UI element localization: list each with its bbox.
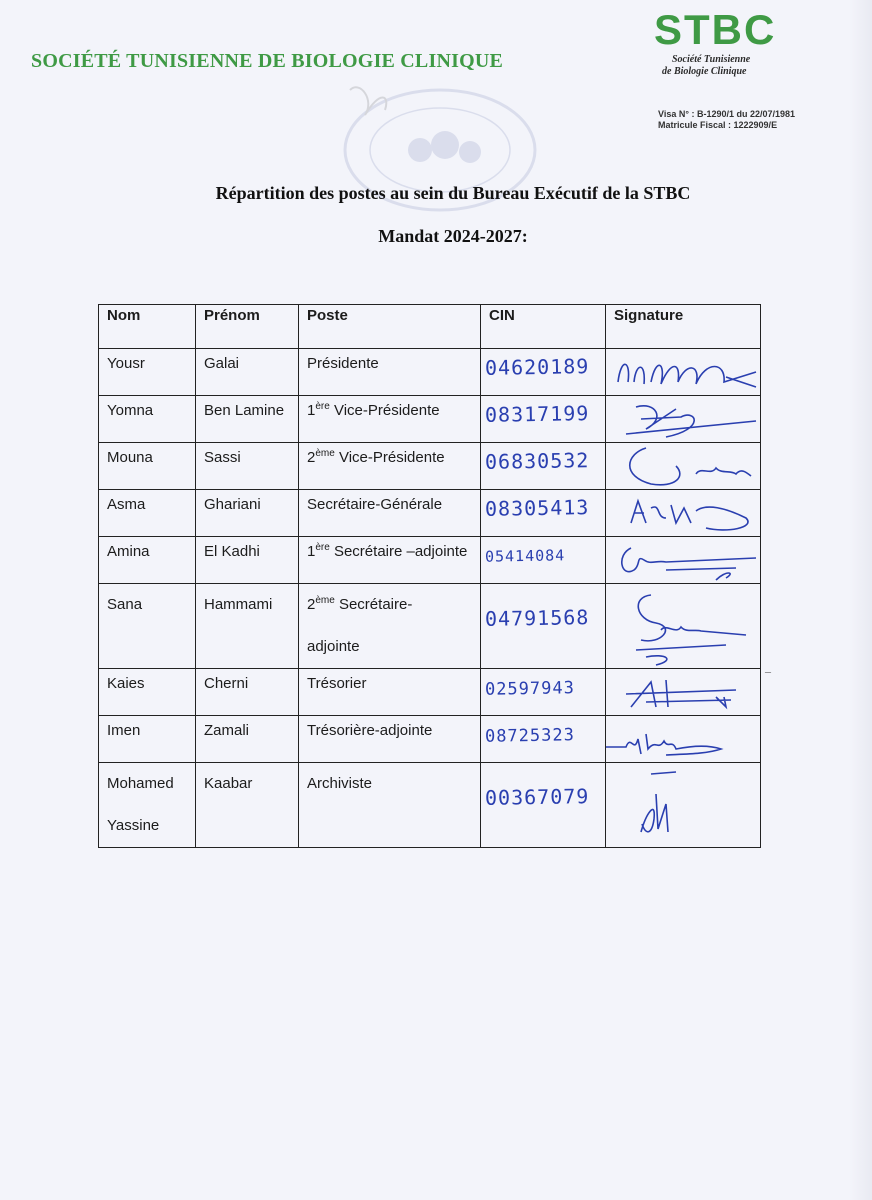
prenom-cell: Galai: [196, 349, 299, 396]
signature-mark: [606, 669, 761, 715]
nom-cell: Sana: [99, 584, 196, 669]
visa-number: Visa N° : B-1290/1 du 22/07/1981: [658, 109, 796, 119]
document-title: Répartition des postes au sein du Bureau Exécutif de la STBC: [215, 183, 691, 203]
cin-handwritten: 02597943: [484, 678, 576, 700]
signature-cell: [606, 537, 761, 584]
col-header-poste: Poste: [299, 305, 481, 349]
signature-cell: [606, 443, 761, 490]
table-row: [99, 584, 761, 669]
signature-cell: [606, 349, 761, 396]
col-header-cin: CIN: [481, 305, 606, 349]
cin-cell: [481, 669, 606, 716]
poste-cell: 1ère Secrétaire –adjointe: [299, 537, 481, 584]
cin-cell: [481, 349, 606, 396]
table-header-row: [99, 305, 761, 349]
stbc-logo: [648, 8, 798, 78]
nom-cell: Mohamed Yassine: [99, 763, 196, 848]
table-row: [99, 716, 761, 763]
signature-cell: [606, 396, 761, 443]
cin-handwritten: 08725323: [484, 725, 576, 747]
prenom-cell: Kaabar: [196, 763, 299, 848]
signature-cell: [606, 763, 761, 848]
prenom-cell: El Kadhi: [196, 537, 299, 584]
prenom-cell: Sassi: [196, 443, 299, 490]
prenom-cell: Cherni: [196, 669, 299, 716]
signature-mark: [606, 443, 761, 489]
poste-cell: 2ème Secrétaire- adjointe: [299, 584, 481, 669]
nom-cell: Yomna: [99, 396, 196, 443]
signature-mark: [606, 490, 761, 536]
cin-handwritten: 06830532: [484, 448, 590, 474]
col-header-nom: Nom: [99, 305, 196, 349]
poste-cell: Présidente: [299, 349, 481, 396]
table-row: [99, 443, 761, 490]
nom-cell: Kaies: [99, 669, 196, 716]
signature-mark: [606, 584, 761, 668]
table-row: [99, 396, 761, 443]
poste-cell: Trésorier: [299, 669, 481, 716]
nom-cell: Asma: [99, 490, 196, 537]
signature-cell: [606, 716, 761, 763]
nom-cell: Amina: [99, 537, 196, 584]
signature-mark: [606, 716, 761, 762]
prenom-cell: Hammami: [196, 584, 299, 669]
signature-cell: [606, 669, 761, 716]
signature-cell: [606, 490, 761, 537]
table-row: [99, 763, 761, 848]
cin-handwritten: 00367079: [484, 784, 590, 810]
table-row: [99, 349, 761, 396]
signature-mark: [606, 349, 761, 395]
table-row: [99, 669, 761, 716]
logo-tagline-1: Société Tunisienne: [672, 54, 751, 65]
nom-cell: Yousr: [99, 349, 196, 396]
cin-cell: [481, 443, 606, 490]
executive-board-table: [98, 304, 761, 848]
cin-handwritten: 08305413: [484, 495, 590, 521]
cin-cell: [481, 716, 606, 763]
cin-handwritten: 04620189: [484, 354, 590, 380]
margin-mark: –: [765, 664, 771, 678]
cin-handwritten: 05414084: [484, 546, 566, 566]
poste-cell: 1ère Vice-Présidente: [299, 396, 481, 443]
cin-handwritten: 08317199: [484, 401, 590, 427]
signature-mark: [606, 396, 761, 442]
col-header-prenom: Prénom: [196, 305, 299, 349]
organization-name: SOCIÉTÉ TUNISIENNE DE BIOLOGIE CLINIQUE: [31, 50, 504, 72]
nom-cell: Mouna: [99, 443, 196, 490]
tax-id: Matricule Fiscal : 1222909/E: [658, 120, 778, 130]
logo-tagline-2: de Biologie Clinique: [662, 66, 747, 77]
nom-cell: Imen: [99, 716, 196, 763]
col-header-signature: Signature: [606, 305, 761, 349]
prenom-cell: Zamali: [196, 716, 299, 763]
poste-cell: Trésorière-adjointe: [299, 716, 481, 763]
prenom-cell: Ben Lamine: [196, 396, 299, 443]
cin-cell: [481, 396, 606, 443]
cin-cell: [481, 537, 606, 584]
table-row: [99, 490, 761, 537]
poste-cell: Archiviste: [299, 763, 481, 848]
prenom-cell: Ghariani: [196, 490, 299, 537]
poste-cell: Secrétaire-Générale: [299, 490, 481, 537]
visa-info: [658, 109, 795, 131]
cin-cell: [481, 584, 606, 669]
signature-cell: [606, 584, 761, 669]
poste-cell: 2ème Vice-Présidente: [299, 443, 481, 490]
cin-handwritten: 04791568: [484, 605, 590, 631]
cin-cell: [481, 490, 606, 537]
cin-cell: [481, 763, 606, 848]
page-edge: [850, 0, 872, 1200]
signature-mark: [606, 537, 761, 583]
mandate-subtitle: Mandat 2024-2027:: [378, 226, 528, 246]
signature-mark: [606, 763, 761, 847]
logo-acronym: STBC: [654, 6, 777, 53]
table-row: [99, 537, 761, 584]
